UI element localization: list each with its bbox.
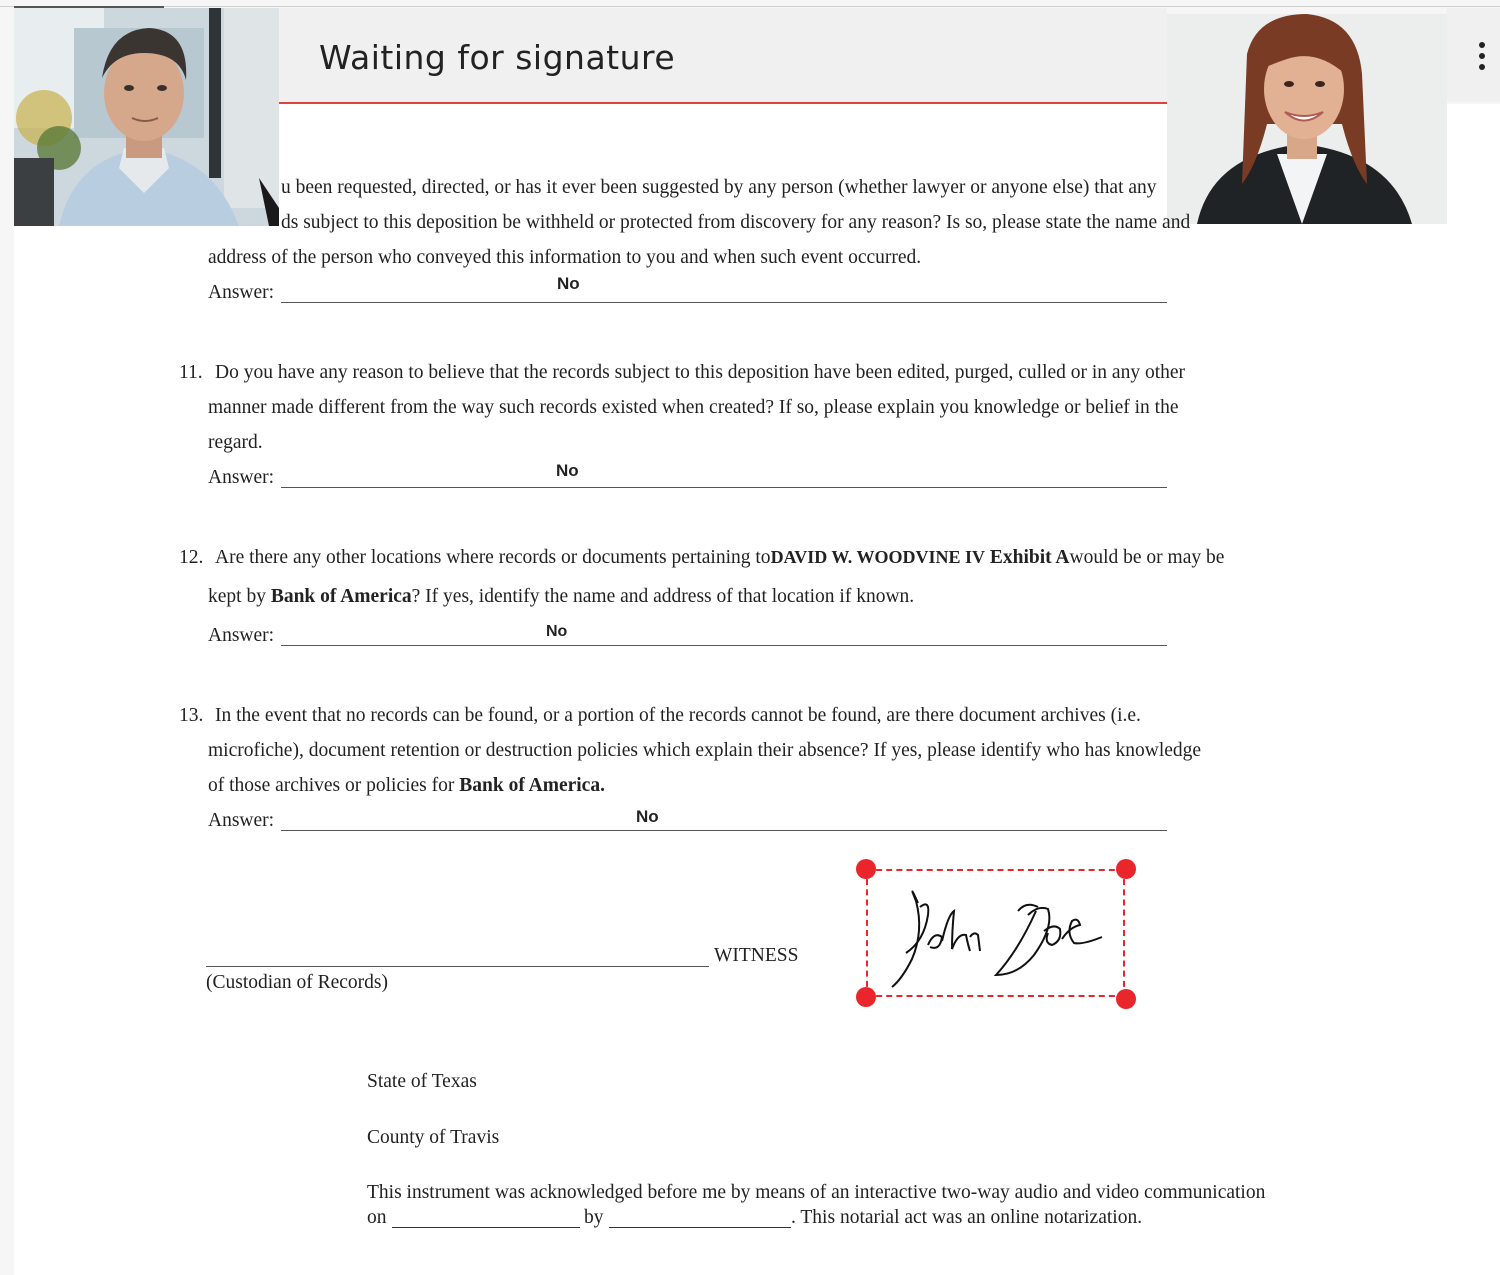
signature-resize-handle-top-left[interactable]	[856, 859, 876, 879]
signature-resize-handle-bottom-right[interactable]	[1116, 989, 1136, 1009]
q10-answer-label: Answer:	[208, 282, 275, 303]
q13-answer-label: Answer:	[208, 810, 275, 831]
woman-avatar-icon	[1167, 14, 1447, 224]
q10-answer-value[interactable]: No	[557, 274, 580, 293]
man-avatar-icon	[14, 8, 279, 226]
q12-exhibit: Exhibit A	[989, 547, 1070, 568]
q10-line1: u been requested, directed, or has it ever been suggested by any person (whether lawyer or anyone else) that any	[281, 177, 1157, 198]
q12-line1	[215, 548, 1224, 568]
q10-line2: ds subject to this deposition be withheld or protected from discovery for any reason? Is so, please state the name and	[281, 212, 1191, 233]
q13-answer-value[interactable]: No	[636, 807, 659, 826]
signature-image	[868, 871, 1123, 995]
q13-line1: In the event that no records can be found, or a portion of the records cannot be found, are there document archives (i.e.	[215, 705, 1141, 726]
q11-line3: regard.	[208, 432, 263, 453]
county-label: County of Travis	[367, 1127, 500, 1148]
q11-line1: Do you have any reason to believe that the records subject to this deposition have been edited, purged, culled or in any other	[215, 362, 1186, 383]
signer-video-feed	[14, 8, 279, 226]
document-page	[14, 104, 1500, 1275]
q13-line3	[208, 776, 605, 796]
q12-line2-end: ? If yes, identify the name and address of that location if known.	[411, 586, 915, 607]
custodian-label: (Custodian of Records)	[206, 972, 388, 993]
signature-resize-handle-top-right[interactable]	[1116, 859, 1136, 879]
acknowledgement-name-field[interactable]	[609, 1227, 791, 1228]
q13-line3-text: of those archives or policies for	[208, 775, 455, 796]
state-label: State of Texas	[367, 1071, 477, 1092]
q11-answer-line	[281, 487, 1167, 488]
header-bar	[279, 8, 1167, 104]
q11-answer-label: Answer:	[208, 467, 275, 488]
q12-line1-end: would be or may be	[1069, 547, 1225, 568]
q13-number: 13.	[179, 705, 204, 726]
q13-line2: microfiche), document retention or destruction policies which explain their absence? If yes, please identify who has knowledge	[208, 740, 1202, 761]
q11-answer-value[interactable]: No	[556, 461, 579, 480]
notary-video-feed	[1167, 14, 1447, 224]
more-vertical-icon[interactable]	[1474, 40, 1490, 72]
q12-line2	[208, 587, 914, 607]
q10-line3: address of the person who conveyed this information to you and when such event occurred.	[208, 247, 922, 268]
witness-label: WITNESS	[714, 945, 799, 966]
q12-bank: Bank of America	[270, 586, 412, 607]
q12-answer-line	[281, 645, 1167, 646]
acknowledgement-date-field[interactable]	[392, 1227, 580, 1228]
q12-answer-value[interactable]: No	[546, 623, 568, 640]
acknowledgement-end: . This notarial act was an online notarization.	[791, 1207, 1143, 1228]
acknowledgement-by: by	[584, 1207, 604, 1228]
q10-answer-line	[281, 302, 1167, 303]
signature-resize-handle-bottom-left[interactable]	[856, 987, 876, 1007]
q13-bank: Bank of America.	[459, 775, 605, 796]
q11-number: 11.	[179, 362, 203, 383]
q13-answer-line	[281, 830, 1167, 831]
q12-line1-text: Are there any other locations where records or documents pertaining to	[215, 547, 771, 568]
top-border	[0, 6, 1500, 7]
q11-line2: manner made different from the way such records existed when created? If so, please explain you knowledge or belief in the	[208, 397, 1179, 418]
q12-line2-text: kept by	[208, 586, 266, 607]
q12-name: DAVID W. WOODVINE IV	[770, 547, 985, 567]
acknowledgement-on: on	[367, 1207, 387, 1228]
q12-number: 12.	[179, 547, 204, 568]
custodian-signature-line	[206, 966, 709, 967]
q12-answer-label: Answer:	[208, 625, 275, 646]
acknowledgement-line1: This instrument was acknowledged before me by means of an interactive two-way audio and video communication	[367, 1182, 1266, 1203]
page-title: Waiting for signature	[319, 38, 676, 77]
signature-box[interactable]	[866, 869, 1125, 997]
